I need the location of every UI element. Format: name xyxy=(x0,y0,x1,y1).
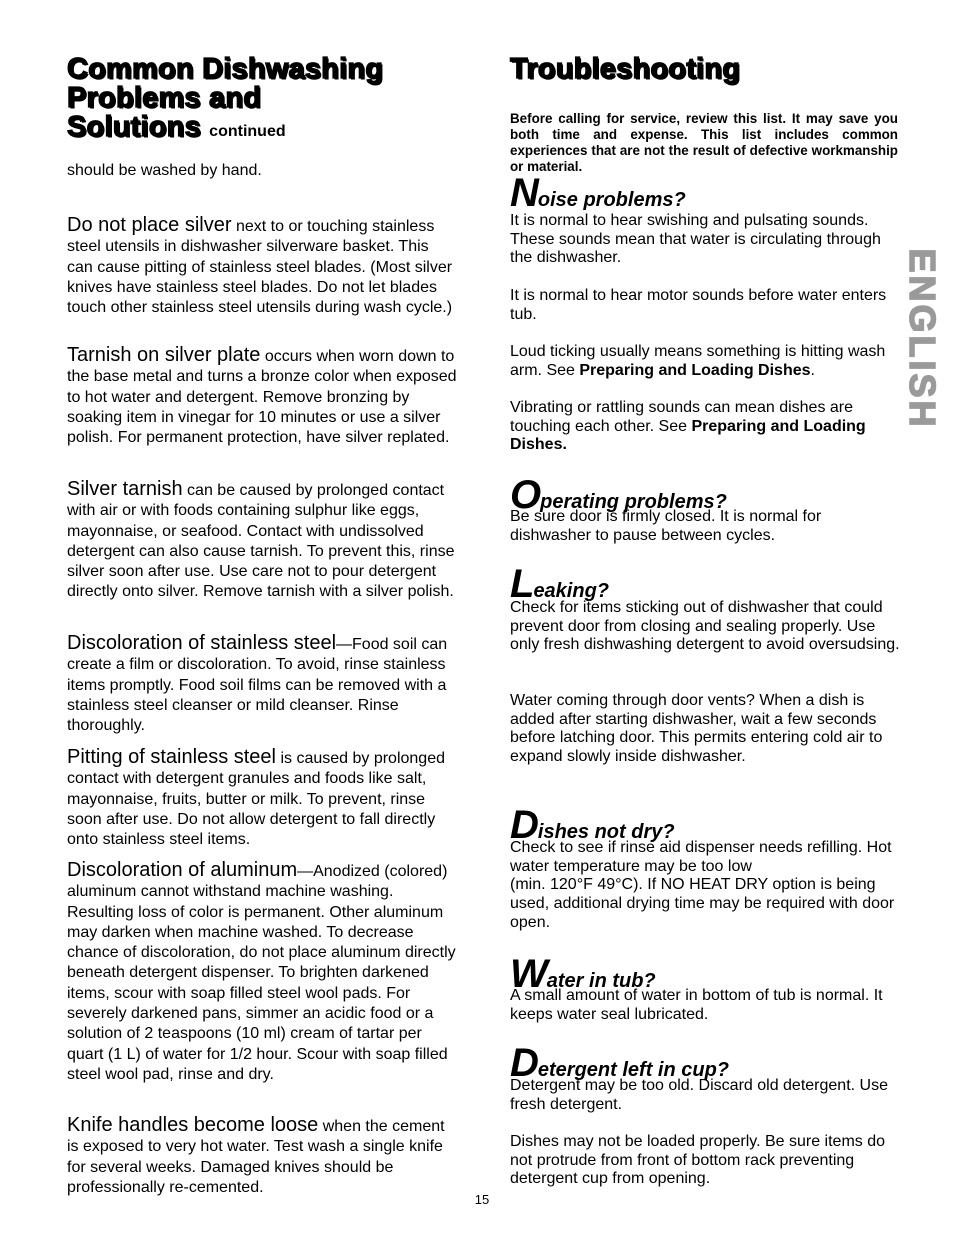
item-discoloration-stainless xyxy=(67,633,457,736)
drop-cap: W xyxy=(510,952,547,996)
title-continued: continued xyxy=(209,123,286,140)
leaking-paragraph-1: Check for items sticking out of dishwasher that could prevent door from closing and sealing properly. Use only fresh dishwashing detergent to avoid oversudsing. xyxy=(510,599,900,654)
noise-paragraph-4 xyxy=(510,399,902,455)
heading-text: oise problems? xyxy=(537,189,686,211)
dishes-paragraph-1 xyxy=(510,839,902,933)
item-lead: Silver tarnish xyxy=(67,478,183,500)
noise-paragraph-3 xyxy=(510,343,902,380)
troubleshooting-intro: Before calling for service, review this list. It may save you both time and expense. This list includes common experiences that are not the result of defective workmanship or material. xyxy=(510,111,898,174)
text: Check to see if rinse aid dispenser needs refilling. Hot water temperature may be too low xyxy=(510,839,892,875)
language-side-tab xyxy=(902,248,943,430)
heading-text: ater in tub? xyxy=(546,970,656,992)
reference-link-text: Preparing and Loading Dishes xyxy=(579,361,811,379)
text: Vibrating or rattling sounds can mean dishes are touching each other. See xyxy=(510,399,854,435)
item-lead: Discoloration of stainless steel xyxy=(67,632,337,654)
item-body: when the cement is exposed to very hot water. Test wash a single knife for several weeks. Damaged knives should be professionally re-cemented. xyxy=(67,1118,445,1196)
drop-cap: L xyxy=(510,562,534,606)
item-do-not-place-silver xyxy=(67,215,457,318)
water-paragraph-1: A small amount of water in bottom of tub is normal. It keeps water seal lubricated. xyxy=(510,987,883,1023)
title-line-3: Solutions xyxy=(67,111,201,143)
item-lead: Discoloration of aluminum xyxy=(67,859,298,881)
heading-text: ishes not dry? xyxy=(537,821,675,843)
item-body: —Anodized (colored) aluminum cannot withstand machine washing. Resulting loss of color is permanent. Other aluminum may darken when machine washed. To decrease chance of discoloration, do not place aluminum directly beneath detergent dispenser. To brighten darkened items, scour with soap filled steel wool pads. For severely darkened pans, simmer an acidic food or a solution of 2 teaspoons (10 ml) cream of tartar per quart (1 L) of water for 1/2 hour. Scour with soap filled steel wool pad, rinse and dry. xyxy=(67,863,456,1083)
detergent-paragraph-1: Detergent may be too old. Discard old detergent. Use fresh detergent. xyxy=(510,1077,888,1113)
item-lead: Pitting of stainless steel xyxy=(67,746,276,768)
text: . xyxy=(810,361,815,379)
drop-cap: D xyxy=(510,1041,538,1085)
item-silver-tarnish xyxy=(67,479,457,603)
item-lead: Do not place silver xyxy=(67,214,232,236)
item-body: is caused by prolonged contact with detergent granules and foods like salt, mayonnaise, fruits, butter or milk. To prevent, rinse soon after use. Do not allow detergent to fall directly onto stainless steel items. xyxy=(67,750,445,849)
text: (min. 120°F 49°C). If NO HEAT DRY option is being used, additional drying time may be required with door open. xyxy=(510,876,895,931)
troubleshooting-title: Troubleshooting xyxy=(510,53,741,85)
title-line-1: Common Dishwashing xyxy=(67,53,384,85)
item-knife-handles xyxy=(67,1115,457,1198)
title-line-2: Problems and xyxy=(67,82,262,114)
heading-noise-problems xyxy=(510,173,686,213)
operating-paragraph-1: Be sure door is firmly closed. It is normal for dishwasher to pause between cycles. xyxy=(510,508,822,544)
item-tarnish-on-silver-plate xyxy=(67,345,457,448)
item-lead: Tarnish on silver plate xyxy=(67,344,261,366)
language-label: ENGLISH xyxy=(902,248,943,430)
heading-leaking xyxy=(510,564,609,604)
reference-link-text: Preparing and Loading Dishes. xyxy=(510,417,866,454)
left-section-title xyxy=(67,55,383,146)
item-body: next to or touching stainless steel utensils in dishwasher silverware basket. This can cause pitting of stainless steel blades. (Most silver knives have stainless steel blades. Do not let blades touch other stainless steel utensils during wash cycle.) xyxy=(67,218,453,317)
leaking-paragraph-2: Water coming through door vents? When a dish is added after starting dishwasher, wait a few seconds before latching door. This permits entering cold air to expand slowly inside dishwasher. xyxy=(510,692,883,766)
heading-text: perating problems? xyxy=(540,491,727,513)
drop-cap: D xyxy=(510,803,538,847)
heading-text: etergent left in cup? xyxy=(537,1059,730,1081)
drop-cap: N xyxy=(510,171,538,215)
item-body: can be caused by prolonged contact with air or with foods containing sulphur like eggs, mayonnaise, or seafood. Contact with undissolved detergent can also cause tarnish. To prevent this, rinse silver soon after use. Use care not to pour detergent directly onto silver. Remove tarnish with a silver polish. xyxy=(67,482,455,601)
page-number: 15 xyxy=(474,1192,490,1207)
item-body: —Food soil can create a film or discoloration. To avoid, rinse stainless items promptly. Food soil films can be removed with a stainless steel cleanser or mild cleanser. Rinse thoroughly. xyxy=(67,636,448,735)
detergent-paragraph-2: Dishes may not be loaded properly. Be sure items do not protrude from front of bottom rack preventing detergent cup from opening. xyxy=(510,1133,886,1188)
item-discoloration-aluminum xyxy=(67,860,457,1085)
noise-paragraph-2: It is normal to hear motor sounds before water enters tub. xyxy=(510,287,887,323)
item-lead: Knife handles become loose xyxy=(67,1114,319,1136)
heading-text: eaking? xyxy=(533,580,610,602)
noise-paragraph-1: It is normal to hear swishing and pulsating sounds. These sounds mean that water is circulating through the dishwasher. xyxy=(510,212,881,267)
item-body: occurs when worn down to the base metal and turns a bronze color when exposed to hot water and detergent. Remove bronzing by soaking item in vinegar for 10 minutes or use a silver polish. For permanent protection, have silver replated. xyxy=(67,348,457,447)
text: Loud ticking usually means something is hitting wash arm. See xyxy=(510,343,886,379)
item-pitting-stainless xyxy=(67,747,457,850)
drop-cap: O xyxy=(510,473,541,517)
left-intro-text: should be washed by hand. xyxy=(67,162,262,179)
